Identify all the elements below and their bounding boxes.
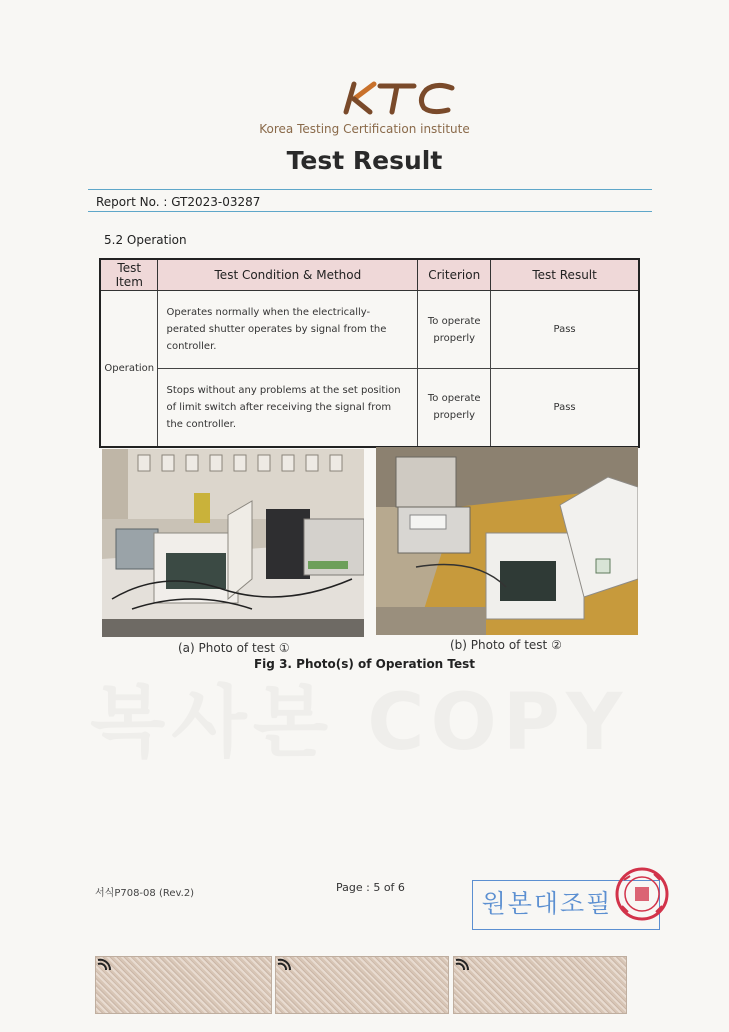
figure-caption: Fig 3. Photo(s) of Operation Test [253,657,476,671]
header-test-item: Test Item [100,259,158,291]
criterion-cell [418,291,491,369]
result-cell: Pass [491,291,639,369]
report-value: GT2023-03287 [171,195,261,209]
copy-watermark [90,660,628,772]
header-condition: Test Condition & Method [158,259,418,291]
condition-line: Stops without any problems at the set position [166,384,401,396]
criterion-line: To operate [427,315,481,327]
top-rule [88,189,652,190]
report-label: Report No. : [96,195,172,209]
header-criterion: Criterion [418,259,491,291]
security-strip-2 [275,956,449,1014]
ktc-logo [340,80,458,116]
condition-line: controller. [166,341,217,352]
condition-cell [158,291,418,369]
security-strip-1 [95,956,272,1014]
test-photo-2 [376,447,638,635]
condition-line: of limit switch after receiving the signal from [166,401,392,413]
criterion-line: properly [433,332,476,344]
strip-mark-icon [276,958,292,972]
strip-mark-icon [454,958,470,972]
security-strip-3 [453,956,627,1014]
test-item-cell: Operation [100,291,158,447]
institute-name: Korea Testing Certification institute [259,122,470,136]
bottom-rule [88,211,652,212]
page-number: Page : 5 of 6 [336,881,405,894]
report-number [96,195,260,209]
result-cell: Pass [491,369,639,447]
page-title: Test Result [286,146,443,175]
header-result: Test Result [491,259,639,291]
criterion-cell [418,369,491,447]
strip-mark-icon [96,958,112,972]
criterion-line: properly [433,410,476,422]
section-heading: 5.2 Operation [104,233,187,247]
photo-caption-b: (b) Photo of test ② [450,638,562,652]
official-seal-icon [614,866,670,922]
condition-line: Operates normally when the electrically- [166,307,371,318]
criterion-line: To operate [427,393,481,405]
certified-copy-stamp: 원본대조필 [481,889,613,918]
condition-line: the controller. [166,418,237,430]
photo-caption-a: (a) Photo of test ① [178,641,290,655]
results-table [99,258,640,448]
condition-cell [158,369,418,447]
table-header-row [100,259,639,291]
condition-line: perated shutter operates by signal from the [166,324,387,335]
form-code: 서식P708-08 (Rev.2) [95,888,195,899]
table-row [100,369,639,447]
table-row [100,291,639,369]
test-photo-1 [102,449,364,637]
